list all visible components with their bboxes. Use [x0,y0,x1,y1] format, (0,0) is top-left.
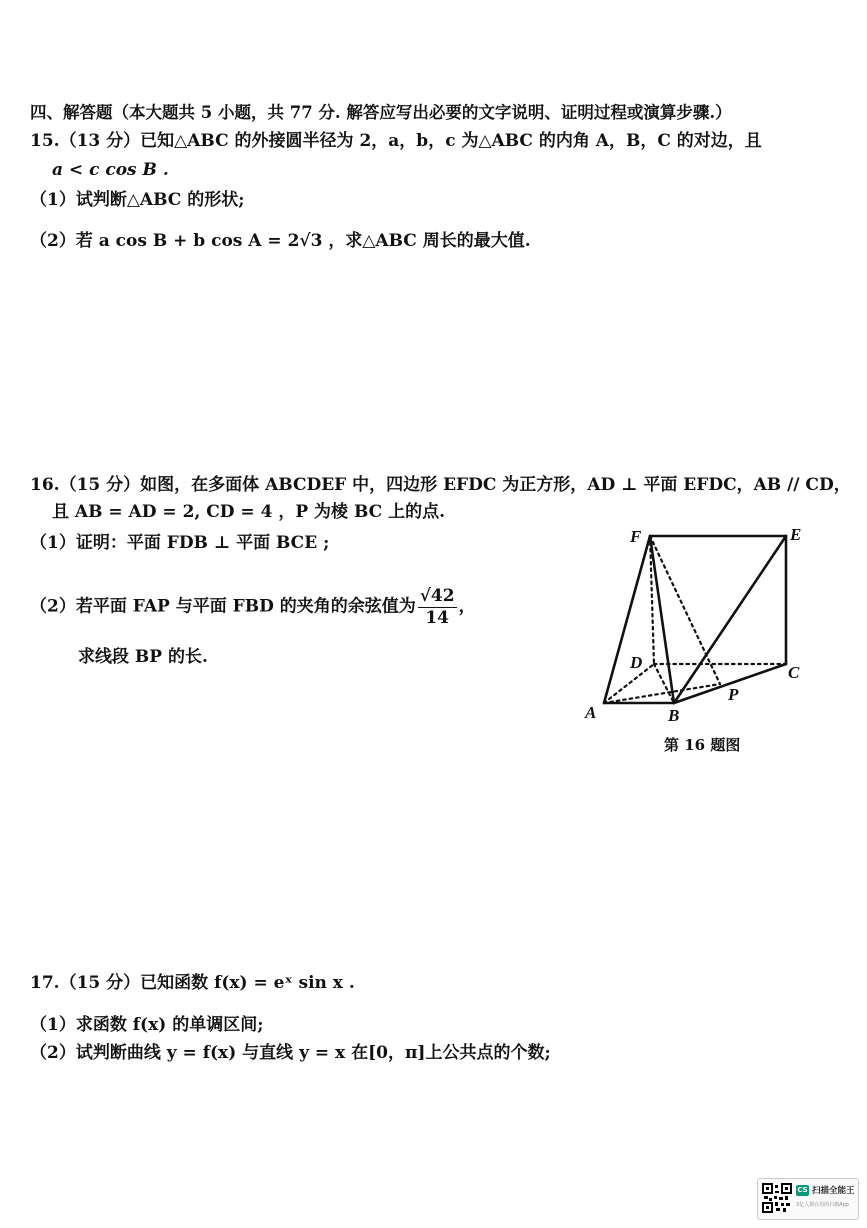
qr-code-icon [762,1183,792,1213]
vertex-label-C: C [788,663,800,682]
vertex-label-B: B [668,706,680,725]
edge-AD [604,664,654,703]
q16-stem-line2: 且 AB = AD = 2, CD = 4 ，P 为棱 BC 上的点. [52,502,446,522]
edge-FA [604,536,650,703]
scanner-watermark [757,1178,859,1220]
brand-tagline: 3亿人都在用的扫描App [796,1202,849,1208]
q16-part1: （1）证明：平面 FDB ⊥ 平面 BCE ; [30,533,330,553]
q17-stem: 17.（15 分）已知函数 f(x) = eˣ sin x . [30,973,355,993]
cosine-fraction [418,587,457,627]
edge-BE [674,536,786,703]
q16-part2-prefix: （2）若平面 FAP 与平面 FBD 的夹角的余弦值为 [30,596,416,617]
vertex-label-A: A [585,703,597,722]
figure-caption: 第 16 题图 [664,736,741,754]
vertex-label-F: F [630,527,642,546]
q16-part2-suffix: ， [458,596,476,617]
q17-part1: （1）求函数 f(x) 的单调区间; [30,1015,264,1035]
vertex-label-D: D [630,653,643,672]
fraction-numerator: √42 [419,586,455,606]
fraction-denominator: 14 [425,607,449,628]
q16-part2-line2: 求线段 BP 的长. [78,647,208,667]
vertex-label-P: P [728,685,739,704]
q16-stem-line1: 16.（15 分）如图，在多面体 ABCDEF 中，四边形 EFDC 为正方形，AD ⊥ 平面 EFDC，AB // CD， [30,475,851,495]
polyhedron-figure [580,518,810,728]
q15-part1: （1）试判断△ABC 的形状; [30,190,245,210]
brand-badge: CS [797,1186,808,1194]
brand-name: 扫描全能王 [812,1186,855,1196]
q15-stem-line1: 15.（13 分）已知△ABC 的外接圆半径为 2，a，b，c 为△ABC 的内角 A，B，C 的对边，且 [30,131,762,151]
section-title: 四、解答题（本大题共 5 小题，共 77 分. 解答应写出必要的文字说明、证明过程或演算步骤.） [30,103,732,122]
q17-part2: （2）试判断曲线 y = f(x) 与直线 y = x 在[0，π]上公共点的个数; [30,1043,551,1063]
q15-stem-line2: a < c cos B . [52,160,169,180]
q15-part2: （2）若 a cos B + b cos A = 2√3 ，求△ABC 周长的最大值. [30,231,531,251]
vertex-label-E: E [790,525,802,544]
